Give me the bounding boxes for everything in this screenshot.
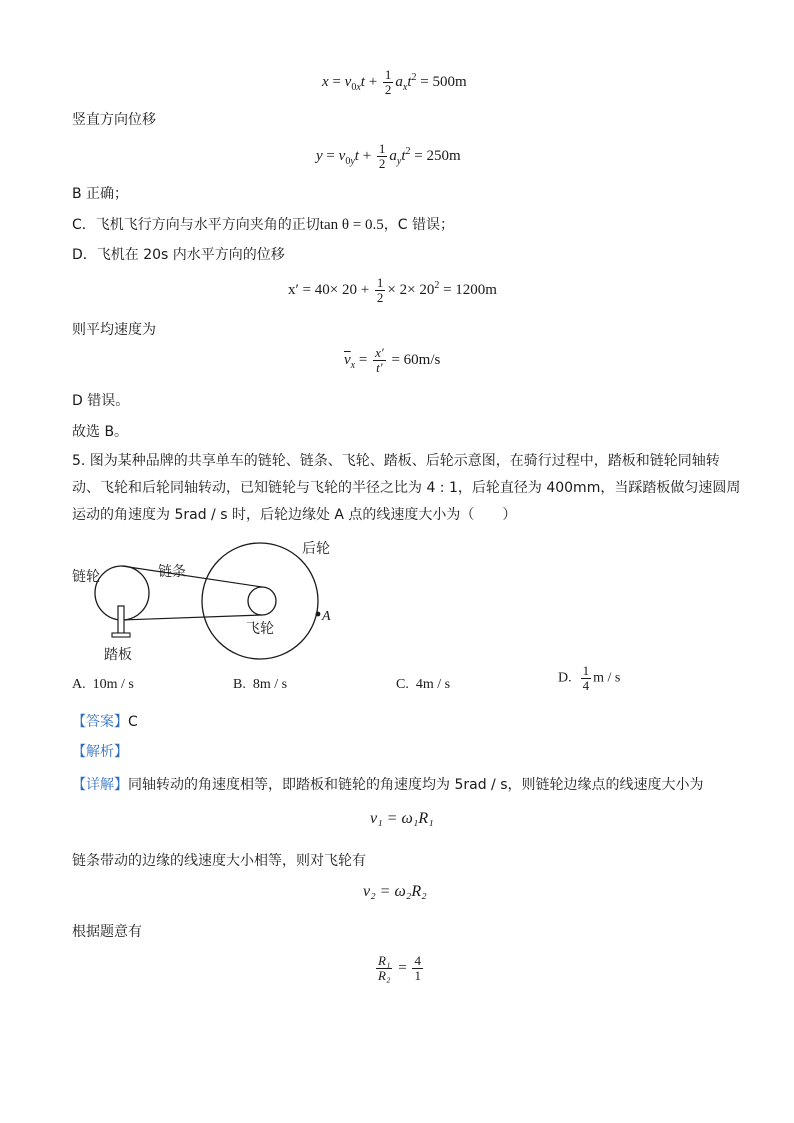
option-d: D. $\frac{1}{4}$ m / s xyxy=(558,663,621,693)
label-rear-wheel: 后轮 xyxy=(302,541,330,557)
text-vertical-displacement: 竖直方向位移 xyxy=(72,112,156,128)
chain-bottom xyxy=(122,615,262,620)
text-option-c-analysis: C．飞机飞行方向与水平方向夹角的正切tan θ = 0.5，C 错误； xyxy=(72,217,454,233)
point-a-dot xyxy=(316,612,321,617)
equation-vertical-displacement: $y = v_{0y}t$ + $\frac{1}{2}$ $a_yt^2 = 250m$ xyxy=(316,141,461,171)
analysis-tag: 【解析】 xyxy=(72,744,128,760)
option-b: B. 8m / s xyxy=(233,677,288,692)
text-d-wrong: D 错误。 xyxy=(72,393,130,409)
equation-v2: v₂ = ω₂R₂ xyxy=(363,883,427,900)
equation-average-velocity: $\overline{v}_x$ = $\frac{x'}{t'}$ = 60m/s xyxy=(344,345,441,375)
detail-tag: 【详解】 xyxy=(72,777,128,793)
detail-line: 【详解】同轴转动的角速度相等，即踏板和链轮的角速度均为 5rad / s，则链轮边缘点的线速度大小为 xyxy=(72,777,704,793)
equation-radius-ratio: $\frac{\text{R₁}}{\text{R₂}}$ = $\frac{4}{1}$ xyxy=(378,953,421,983)
equation-horizontal-displacement: $x = v_{0x}t$ + $\frac{1}{2}$ $a_xt^2 = 500m$ xyxy=(322,67,467,97)
label-pedal: 踏板 xyxy=(104,647,132,663)
equation-horizontal-20s: x′ = 40× 20 + $\frac{1}{2}$ × $2\times 20^2 = 1200m$ xyxy=(288,275,497,305)
label-point-a: A xyxy=(322,609,331,624)
pedal-crank xyxy=(118,606,124,634)
answer-line: 【答案】C xyxy=(72,714,138,730)
text-average-velocity: 则平均速度为 xyxy=(72,322,156,338)
question-5-line-2: 动、飞轮和后轮同轴转动，已知链轮与飞轮的半径之比为 4 : 1，后轮直径为 400mm，当踩踏板做匀速圆周 xyxy=(72,480,741,496)
text-option-d-analysis: D．飞机在 20s 内水平方向的位移 xyxy=(72,247,285,263)
rear-wheel-circle xyxy=(202,543,318,659)
question-5-line-1: 5. 图为某种品牌的共享单车的链轮、链条、飞轮、踏板、后轮示意图，在骑行过程中，踏板和链轮同轴转 xyxy=(72,453,720,469)
question-5-line-3: 运动的角速度为 5rad / s 时，后轮边缘处 A 点的线速度大小为（ ） xyxy=(72,507,517,523)
flywheel-circle xyxy=(248,587,276,615)
question-5 xyxy=(72,448,741,529)
equation-v1: v₁ = ω₁R₁ xyxy=(370,810,434,827)
answer-tag: 【答案】 xyxy=(72,714,128,730)
text-choose-b: 故选 B。 xyxy=(72,424,129,440)
pedal-base xyxy=(112,633,130,637)
label-chain: 链条 xyxy=(158,564,186,580)
label-flywheel: 飞轮 xyxy=(246,621,274,637)
option-a: A. 10m / s xyxy=(72,677,134,692)
text-chain-speed: 链条带动的边缘的线速度大小相等，则对飞轮有 xyxy=(72,853,366,869)
text-by-problem: 根据题意有 xyxy=(72,924,142,940)
option-c: C. 4m / s xyxy=(396,677,451,692)
label-chainwheel: 链轮 xyxy=(72,569,100,585)
bicycle-drive-diagram xyxy=(66,538,366,668)
text-b-correct: B 正确； xyxy=(72,186,129,202)
